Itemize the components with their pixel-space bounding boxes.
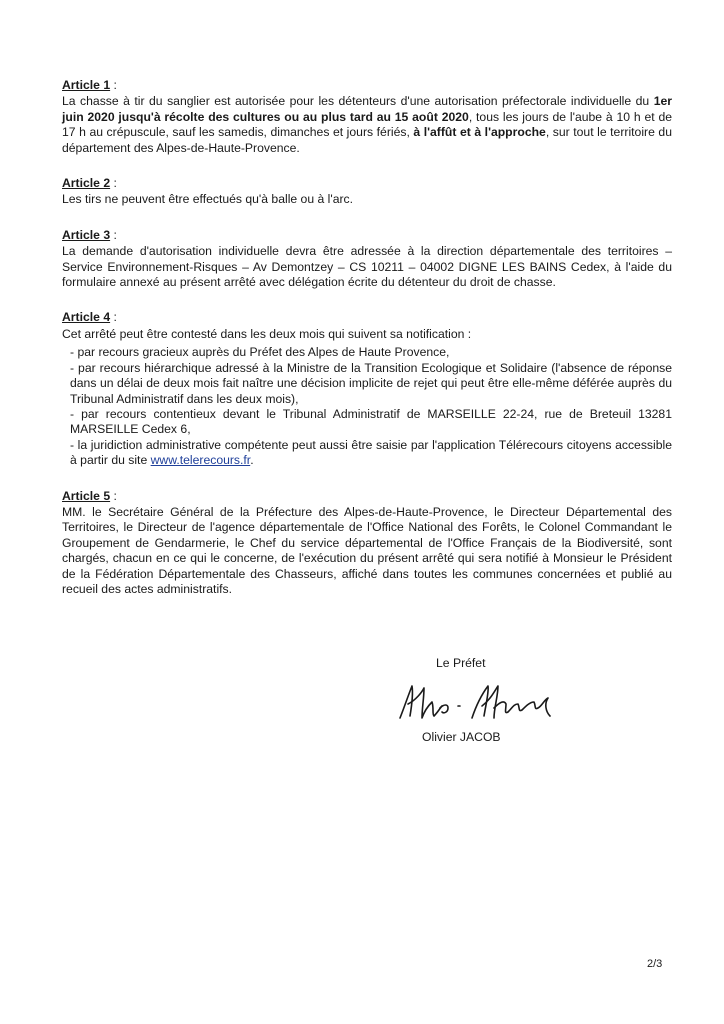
article-5 <box>62 489 672 598</box>
list-item: - par recours gracieux auprès du Préfet des Alpes de Haute Provence, <box>70 345 450 360</box>
handwritten-signature <box>394 678 564 728</box>
article-2 <box>62 176 672 208</box>
telerecours-link[interactable]: www.telerecours.fr <box>150 453 251 468</box>
list-item: - par recours contentieux devant le Tribunal Administratif de MARSEILLE 22-24, rue de Breteuil 13281 MARSEILLE Cedex 6, <box>70 406 672 437</box>
bold-segment: à l'affût et à l'approche <box>413 125 546 140</box>
article-heading: Article 4 : <box>62 310 117 325</box>
signer-title: Le Préfet <box>436 656 486 670</box>
text-segment: La demande d'autorisation individuelle devra être adressée à la direction départementale des territoires – Service Environnement-Risques – Av Demontzey – CS 10211 – 04002 DIGNE LES BAINS Cedex, à l'aide du formulaire annexé au présent arrêté avec délégation écrite du détenteur du droit de chasse. <box>62 244 672 290</box>
article-intro: Cet arrêté peut être contesté dans les deux mois qui suivent sa notification : <box>62 326 472 341</box>
text-segment: La chasse à tir du sanglier est autorisée pour les détenteurs d'une autorisation préfectorale individuelle du <box>62 94 654 109</box>
recours-list <box>70 345 672 468</box>
article-title: Article 5 <box>62 488 111 503</box>
article-heading: Article 2 : <box>62 176 117 191</box>
list-item: - par recours hiérarchique adressé à la Ministre de la Transition Ecologique et Solidaire (l'absence de réponse dans un délai de deux mois fait naître une décision implicite de rejet qui peut être elle-même déférée auprès du Tribunal Administratif dans les deux mois), <box>70 360 672 406</box>
article-3 <box>62 228 672 291</box>
article-title: Article 2 <box>62 176 111 191</box>
article-title: Article 4 <box>62 310 111 325</box>
article-title: Article 3 <box>62 227 111 242</box>
list-item-text: - la juridiction administrative compétente peut aussi être saisie par l'application Télérecours citoyens accessible à partir du site <box>70 437 672 468</box>
document-body <box>62 78 672 617</box>
article-title: Article 1 <box>62 78 111 92</box>
article-text: MM. le Secrétaire Général de la Préfecture des Alpes-de-Haute-Provence, le Directeur Départemental des Territoires, le Directeur de l'agence départementale de l'Office National des Forêts, le Colonel Commandant le Groupement de Gendarmerie, le Chef du service départemental de l'Office Français de la Biodiversité, sont chargés, chacun en ce qui le concerne, de l'exécution du présent arrêté qui sera notifié à Monsieur le Président de la Fédération Départementale des Chasseurs, affiché dans toutes les communes concernées et publié au recueil des actes administratifs. <box>62 504 672 596</box>
article-heading: Article 3 : <box>62 227 117 242</box>
article-heading: Article 1 : <box>62 78 117 92</box>
text-segment: , tous les jours de l'aube à 10 h et de 17 h au crépuscule, sauf les samedis, dimanches et jours fériés, <box>62 109 672 140</box>
articles-group <box>62 78 672 290</box>
article-text <box>62 94 672 156</box>
signer-name: Olivier JACOB <box>422 730 501 744</box>
page-number: 2/3 <box>647 958 663 970</box>
article-4 <box>62 310 672 468</box>
bold-segment: 1er juin 2020 jusqu'à récolte des cultures ou au plus tard au 15 août 2020 <box>62 94 672 124</box>
text-segment: Les tirs ne peuvent être effectués qu'à balle ou à l'arc. <box>62 192 354 207</box>
article-text <box>62 244 672 290</box>
text-segment: , sur tout le territoire du département des Alpes-de-Haute-Provence. <box>62 125 672 155</box>
list-item-end: . <box>250 453 254 468</box>
article-1 <box>62 78 672 156</box>
article-text <box>62 192 672 207</box>
article-heading: Article 5 : <box>62 488 117 503</box>
list-item <box>70 438 672 469</box>
